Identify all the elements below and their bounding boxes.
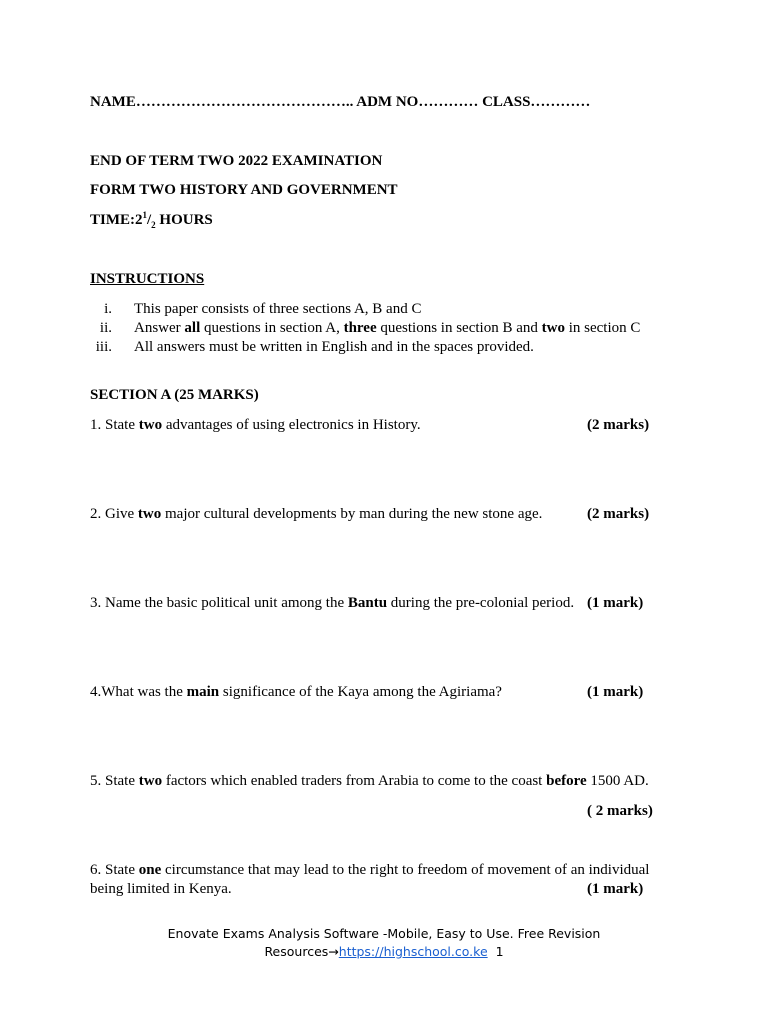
instruction-text: Answer bbox=[134, 320, 185, 336]
question-6-line-2: being limited in Kenya. bbox=[90, 881, 232, 897]
instruction-text: questions in section B and bbox=[376, 320, 542, 336]
question-emphasis: one bbox=[138, 862, 162, 878]
question-3 bbox=[90, 595, 574, 612]
question-text: significance of the Kaya among the Agiriama? bbox=[219, 684, 502, 700]
question-text: major cultural developments by man during the new stone age. bbox=[161, 506, 543, 522]
question-3-marks: (1 mark) bbox=[587, 595, 644, 611]
instruction-text: questions in section A, bbox=[200, 320, 344, 336]
instruction-text: in section C bbox=[564, 320, 641, 336]
instruction-item bbox=[88, 339, 534, 356]
question-emphasis: two bbox=[137, 506, 162, 522]
question-text: factors which enabled traders from Arabia to come to the coast bbox=[162, 773, 547, 789]
question-6-marks: (1 mark) bbox=[587, 881, 644, 897]
instruction-number: ii. bbox=[99, 320, 112, 336]
name-adm-class-line: NAME…………………………………….. ADM NO………… CLASS………… bbox=[90, 94, 591, 110]
question-4 bbox=[90, 684, 502, 701]
question-text: 1. State bbox=[90, 417, 139, 433]
question-4-marks: (1 mark) bbox=[587, 684, 644, 700]
instruction-emphasis: two bbox=[541, 320, 565, 336]
question-emphasis: before bbox=[546, 773, 587, 789]
question-2-marks: (2 marks) bbox=[587, 506, 650, 522]
instruction-emphasis: all bbox=[184, 320, 201, 336]
question-1 bbox=[90, 417, 421, 434]
instruction-item bbox=[88, 301, 421, 318]
footer-resources-label: Resources bbox=[264, 944, 329, 959]
exam-time bbox=[90, 212, 213, 229]
question-1-marks: (2 marks) bbox=[587, 417, 650, 433]
section-a-heading: SECTION A (25 MARKS) bbox=[90, 387, 259, 403]
time-fraction-numerator: 1 bbox=[142, 210, 147, 220]
instruction-number: iii. bbox=[95, 339, 112, 355]
question-emphasis: Bantu bbox=[347, 595, 388, 611]
question-text: during the pre-colonial period. bbox=[387, 595, 575, 611]
instruction-text: All answers must be written in English and in the spaces provided. bbox=[134, 339, 534, 355]
footer-line-2 bbox=[0, 943, 768, 961]
question-5-marks: ( 2 marks) bbox=[587, 803, 653, 819]
question-emphasis: main bbox=[186, 684, 220, 700]
question-emphasis: two bbox=[138, 417, 163, 433]
exam-subject: FORM TWO HISTORY AND GOVERNMENT bbox=[90, 182, 398, 198]
question-6 bbox=[90, 862, 649, 879]
question-text: circumstance that may lead to the right to freedom of movement of an individual bbox=[161, 862, 650, 878]
arrow-icon: → bbox=[328, 944, 339, 959]
page-number: 1 bbox=[495, 944, 504, 959]
exam-title: END OF TERM TWO 2022 EXAMINATION bbox=[90, 153, 383, 169]
time-suffix: HOURS bbox=[155, 212, 213, 228]
footer-link[interactable]: https://highschool.co.ke bbox=[338, 944, 488, 959]
question-5 bbox=[90, 773, 649, 790]
footer-line-1: Enovate Exams Analysis Software -Mobile, Easy to Use. Free Revision bbox=[167, 926, 601, 941]
question-text: 2. Give bbox=[90, 506, 138, 522]
instruction-emphasis: three bbox=[343, 320, 377, 336]
time-fraction-slash: / bbox=[147, 212, 152, 228]
question-2 bbox=[90, 506, 542, 523]
time-fraction-denominator: 2 bbox=[151, 220, 156, 230]
instructions-heading: INSTRUCTIONS bbox=[90, 271, 205, 287]
instruction-item bbox=[88, 320, 640, 337]
question-text: advantages of using electronics in History. bbox=[162, 417, 421, 433]
question-emphasis: two bbox=[138, 773, 163, 789]
instruction-text: This paper consists of three sections A, B and C bbox=[134, 301, 422, 317]
question-text: 4.What was the bbox=[90, 684, 187, 700]
question-text: 3. Name the basic political unit among the bbox=[90, 595, 348, 611]
time-prefix: TIME:2 bbox=[90, 212, 143, 228]
question-text: 6. State bbox=[90, 862, 139, 878]
question-text: 5. State bbox=[90, 773, 139, 789]
footer bbox=[0, 925, 768, 961]
question-text: 1500 AD. bbox=[586, 773, 649, 789]
instruction-number: i. bbox=[104, 301, 112, 317]
